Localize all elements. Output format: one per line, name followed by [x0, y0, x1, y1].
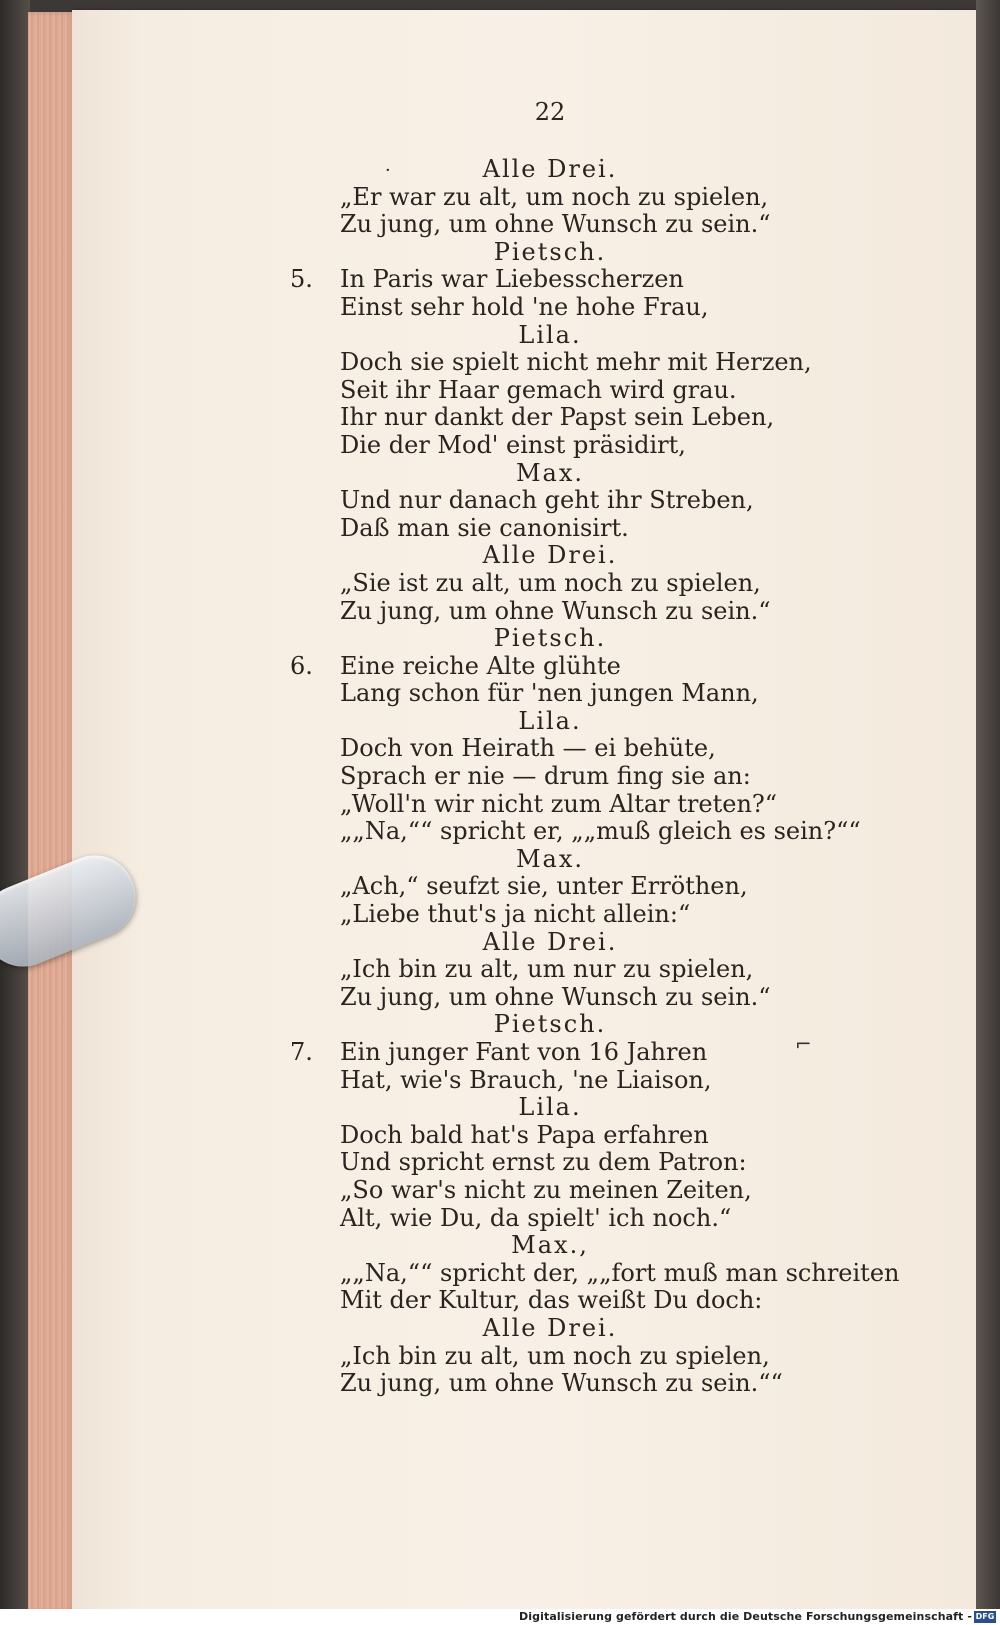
speaker-line: [290, 1094, 850, 1122]
verse-text: In Paris war Liebesscherzen: [340, 265, 684, 294]
verse-line: [290, 901, 850, 929]
book-gutter: [976, 0, 1000, 1625]
speaker-line: [290, 1315, 850, 1343]
verse-line: [290, 1039, 850, 1067]
footer-bar: [0, 1609, 1000, 1625]
verse-line: [290, 1149, 850, 1177]
verse-text: „Woll'n wir nicht zum Altar treten?“: [340, 789, 778, 818]
verse-text: „„Na,““ spricht der, „„fort muß man schreiten: [340, 1258, 900, 1287]
verse-line: [290, 349, 850, 377]
speaker-line: [290, 460, 850, 488]
verse-line: [290, 294, 850, 322]
verse-text: Und nur danach geht ihr Streben,: [340, 486, 754, 515]
verse-text: „„Na,““ spricht er, „„muß gleich es sein?““: [340, 817, 861, 846]
page-number: 22: [534, 98, 566, 126]
speaker-line: [290, 156, 850, 184]
verse-text: Die der Mod' einst präsidirt,: [340, 430, 686, 459]
footer-credit: Digitalisierung gefördert durch die Deutsche Forschungsgemeinschaft -: [519, 1610, 972, 1623]
speaker-name: Max.: [515, 458, 585, 487]
verse-text: Mit der Kultur, das weißt Du doch:: [340, 1286, 763, 1315]
speaker-line: [290, 239, 850, 267]
verse-text: Ihr nur dankt der Papst sein Leben,: [340, 403, 775, 432]
verse-line: [290, 1343, 850, 1371]
verse-line: [290, 791, 850, 819]
verse-text: Eine reiche Alte glühte: [340, 651, 621, 680]
speaker-name: Alle Drei.: [482, 155, 618, 183]
speaker-name: Max.: [515, 844, 585, 873]
verse-line: [290, 1067, 850, 1095]
verse-text: „Liebe thut's ja nicht allein:“: [340, 900, 691, 929]
verse-line: [290, 1258, 900, 1288]
verse-line: [290, 763, 850, 791]
verse-text: „Sie ist zu alt, um noch zu spielen,: [340, 568, 761, 597]
verse-text: „So war's nicht zu meinen Zeiten,: [340, 1175, 752, 1204]
verse-text: Seit ihr Haar gemach wird grau.: [340, 375, 737, 404]
verse-text: Zu jung, um ohne Wunsch zu sein.“: [340, 596, 771, 625]
verse-line: [290, 404, 850, 432]
verse-line: [290, 1122, 850, 1150]
verse-line: [290, 515, 850, 543]
verse-line: [290, 680, 850, 708]
speaker-name: Alle Drei.: [482, 541, 618, 570]
verse-text: Ein junger Fant von 16 Jahren: [340, 1038, 708, 1066]
verse-text: Daß man sie canonisirt.: [340, 513, 629, 542]
verse-text: Doch von Heirath — ei behüte,: [340, 734, 716, 763]
verse-text: Lang schon für 'nen jungen Mann,: [340, 679, 759, 708]
book-edge-shadow: [0, 0, 30, 1625]
speaker-name: Alle Drei.: [482, 927, 618, 956]
verse-line: [290, 377, 850, 405]
page-stack-edge: [28, 12, 76, 1612]
speaker-name: Pietsch.: [493, 1010, 607, 1039]
verse-text: Und spricht ernst zu dem Patron:: [340, 1148, 747, 1177]
verse-text: Einst sehr hold 'ne hohe Frau,: [340, 292, 709, 321]
verse-line: [290, 735, 850, 763]
verse-line: [290, 570, 850, 598]
verse-text: Zu jung, um ohne Wunsch zu sein.““: [340, 1369, 783, 1398]
poem-text: [290, 155, 900, 1398]
verse-line: [290, 432, 850, 460]
verse-text: Doch sie spielt nicht mehr mit Herzen,: [340, 348, 812, 377]
speaker-line: [290, 708, 850, 736]
verse-line: [290, 873, 850, 901]
verse-line: [290, 487, 850, 515]
verse-text: Alt, wie Du, da spielt' ich noch.“: [340, 1203, 732, 1232]
verse-line: [290, 1370, 850, 1398]
speaker-line: [290, 542, 850, 570]
verse-text: Sprach er nie — drum fing sie an:: [340, 762, 751, 791]
verse-line: [290, 817, 861, 846]
verse-line: [290, 653, 850, 681]
speaker-name: Alle Drei.: [482, 1313, 618, 1342]
speaker-line: [290, 846, 850, 874]
verse-text: Zu jung, um ohne Wunsch zu sein.“: [340, 982, 771, 1011]
stanza-number: 7.: [290, 1038, 313, 1066]
speaker-name: Pietsch.: [493, 624, 607, 653]
verse-line: [290, 266, 850, 294]
speaker-line: [290, 1011, 850, 1039]
speaker-line: [290, 929, 850, 957]
speaker-name: Max.,: [511, 1231, 589, 1260]
verse-line: [290, 1287, 850, 1315]
verse-line: [290, 184, 850, 212]
verse-line: [290, 956, 850, 984]
dfg-logo: DFG: [975, 1612, 995, 1621]
verse-line: [290, 211, 850, 239]
verse-text: „Ich bin zu alt, um noch zu spielen,: [340, 1341, 770, 1370]
verse-text: „Ich bin zu alt, um nur zu spielen,: [340, 955, 754, 984]
speaker-name: Lila.: [518, 706, 582, 735]
speaker-line: [290, 322, 850, 350]
verse-text: Zu jung, um ohne Wunsch zu sein.“: [340, 210, 771, 239]
pencil-mark: ⌐: [795, 1032, 812, 1056]
speaker-line: [290, 625, 850, 653]
speaker-name: Pietsch.: [493, 237, 607, 266]
stanza-number: 5.: [290, 265, 313, 294]
verse-text: Doch bald hat's Papa erfahren: [340, 1120, 709, 1149]
speaker-name: Lila.: [518, 1093, 582, 1122]
verse-text: „Ach,“ seufzt sie, unter Erröthen,: [340, 872, 748, 901]
speaker-name: Lila.: [518, 320, 582, 349]
verse-line: [290, 598, 850, 626]
verse-text: „Er war zu alt, um noch zu spielen,: [340, 182, 769, 211]
stray-mark: ·: [385, 160, 391, 181]
verse-line: [290, 984, 850, 1012]
verse-line: [290, 1205, 850, 1233]
verse-line: [290, 1177, 850, 1205]
speaker-line: [290, 1232, 850, 1260]
verse-text: Hat, wie's Brauch, 'ne Liaison,: [340, 1065, 712, 1094]
stanza-number: 6.: [290, 651, 313, 680]
